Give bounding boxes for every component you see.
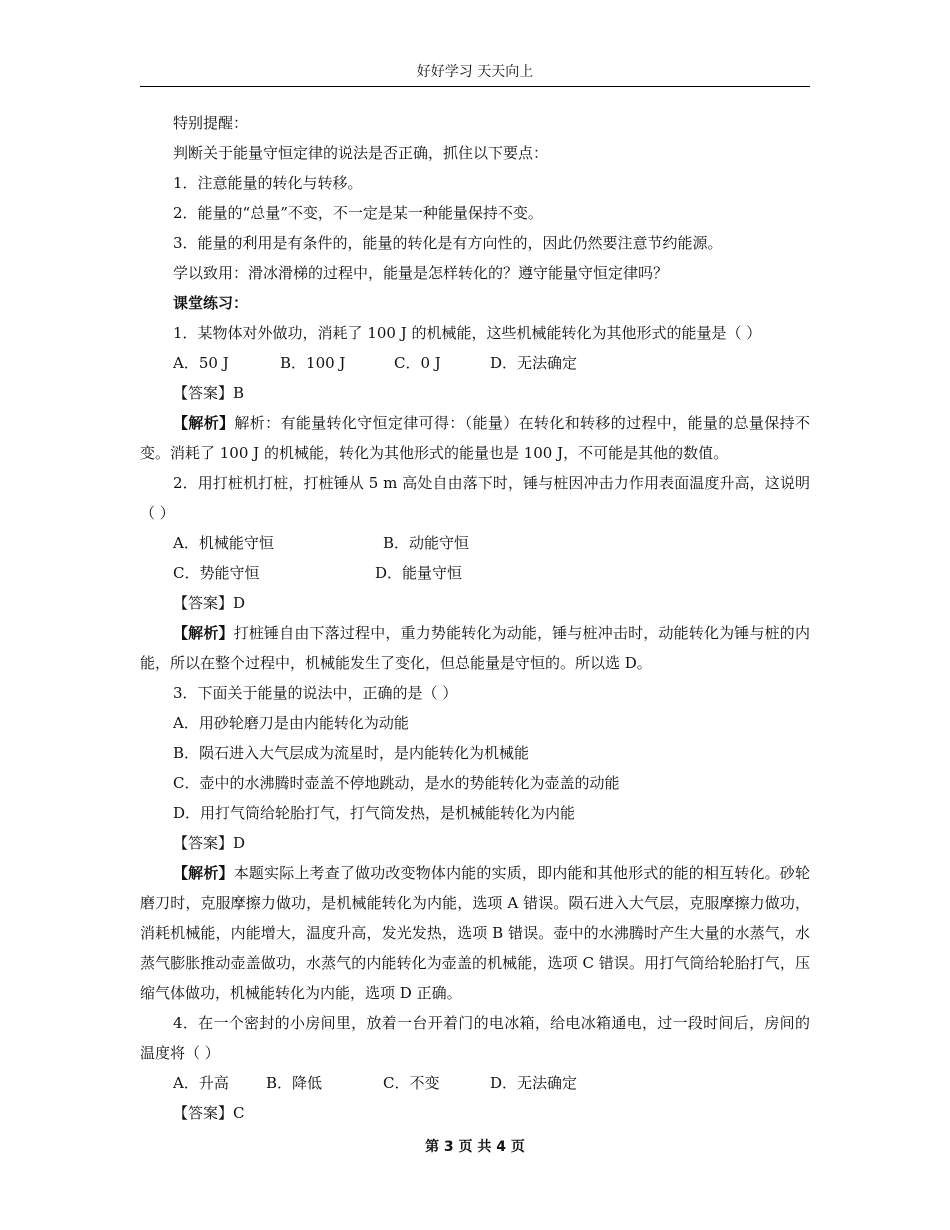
reminder-point: 3．能量的利用是有条件的，能量的转化是有方向性的，因此仍然要注意节约能源。 (173, 234, 723, 252)
option-d: D．无法确定 (490, 1074, 578, 1092)
option-d: D．无法确定 (490, 354, 578, 372)
question-stem: 3．下面关于能量的说法中，正确的是（ ） (173, 684, 458, 702)
analysis-text: 解析：有能量转化守恒定律可得：（能量）在转化和转移的过程中，能量的总量保持不变。消耗了 100 J 的机械能，转化为其他形式的能量也是 100 J，不可能是其他的数值。 (140, 414, 810, 462)
question-stem: 2．用打桩机打桩，打桩锤从 5 m 高处自由落下时，锤与桩因冲击力作用表面温度升高，这说明（ ） (140, 474, 810, 522)
option-a: A．升高 (173, 1074, 229, 1092)
answer-line (140, 828, 810, 858)
analysis-text: 打桩锤自由下落过程中，重力势能转化为动能，锤与桩冲击时，动能转化为锤与桩的内能，所以在整个过程中，机械能发生了变化，但总能量是守恒的。所以选 D。 (140, 624, 810, 672)
option-b: B．100 J (280, 354, 346, 372)
page-content (140, 108, 810, 1128)
answer-value: D (233, 834, 246, 852)
option-a: A．50 J (173, 354, 229, 372)
question-stem: 1．某物体对外做功，消耗了 100 J 的机械能，这些机械能转化为其他形式的能量是（ ） (173, 324, 762, 342)
answer-line (140, 1098, 810, 1128)
answer-label: 【答案】 (173, 1104, 234, 1122)
analysis-paragraph (140, 618, 810, 678)
option-d: D．用打气筒给轮胎打气，打气筒发热，是机械能转化为内能 (173, 804, 576, 822)
analysis-paragraph (140, 408, 810, 468)
option-b: B．降低 (266, 1074, 323, 1092)
option-c: C．势能守恒 (173, 564, 260, 582)
answer-label: 【答案】 (173, 594, 234, 612)
analysis-text: 本题实际上考查了做功改变物体内能的实质，即内能和其他形式的能的相互转化。砂轮磨刀时，克服摩擦力做功，是机械能转化为内能，选项 A 错误。陨石进入大气层，克服摩擦力做功，消耗机械能，内能增大，温度升高，发光发热，选项 B 错误。壶中的水沸腾时产生大量的水蒸气，水蒸气膨胀推动壶盖做功，水蒸气的内能转化为壶盖的机械能，选项 C 错误。用打气筒给轮胎打气，压缩气体做功，机械能转化为内能，选项 D 正确。 (140, 864, 810, 1002)
header-motto: 好好学习 天天向上 (416, 64, 534, 80)
option-row (140, 558, 810, 588)
page-footer (0, 1136, 950, 1156)
analysis-label: 【解析】 (173, 864, 234, 882)
option-row (140, 528, 810, 558)
reminder-title: 特别提醒： (173, 114, 249, 132)
reminder-intro: 判断关于能量守恒定律的说法是否正确，抓住以下要点： (173, 144, 549, 162)
option-row (140, 348, 810, 378)
answer-label: 【答案】 (173, 384, 234, 402)
answer-value: B (233, 384, 245, 402)
answer-value: C (233, 1104, 245, 1122)
option-row (140, 1068, 810, 1098)
answer-line (140, 378, 810, 408)
practice-title: 课堂练习： (173, 294, 249, 312)
reminder-point: 2．能量的“总量”不变，不一定是某一种能量保持不变。 (173, 204, 543, 222)
option-d: D．能量守恒 (375, 564, 463, 582)
reminder-point: 1．注意能量的转化与转移。 (173, 174, 363, 192)
analysis-label: 【解析】 (173, 624, 234, 642)
answer-label: 【答案】 (173, 834, 234, 852)
option-c: C．不变 (383, 1074, 440, 1092)
option-b: B．陨石进入大气层成为流星时，是内能转化为机械能 (173, 744, 530, 762)
question-stem: 4．在一个密封的小房间里，放着一台开着门的电冰箱，给电冰箱通电，过一段时间后，房间的温度将（ ） (140, 1014, 810, 1062)
analysis-paragraph (140, 858, 810, 1008)
option-b: B．动能守恒 (383, 534, 470, 552)
answer-line (140, 588, 810, 618)
apply-question: 学以致用：滑冰滑梯的过程中，能量是怎样转化的？遵守能量守恒定律吗？ (173, 264, 669, 282)
option-a: A．用砂轮磨刀是由内能转化为动能 (173, 714, 409, 732)
option-a: A．机械能守恒 (173, 534, 274, 552)
page-header (140, 62, 810, 87)
analysis-label: 【解析】 (173, 414, 235, 432)
option-c: C．0 J (394, 354, 441, 372)
page-number: 第 3 页 共 4 页 (425, 1139, 525, 1155)
answer-value: D (233, 594, 246, 612)
option-c: C．壶中的水沸腾时壶盖不停地跳动，是水的势能转化为壶盖的动能 (173, 774, 620, 792)
